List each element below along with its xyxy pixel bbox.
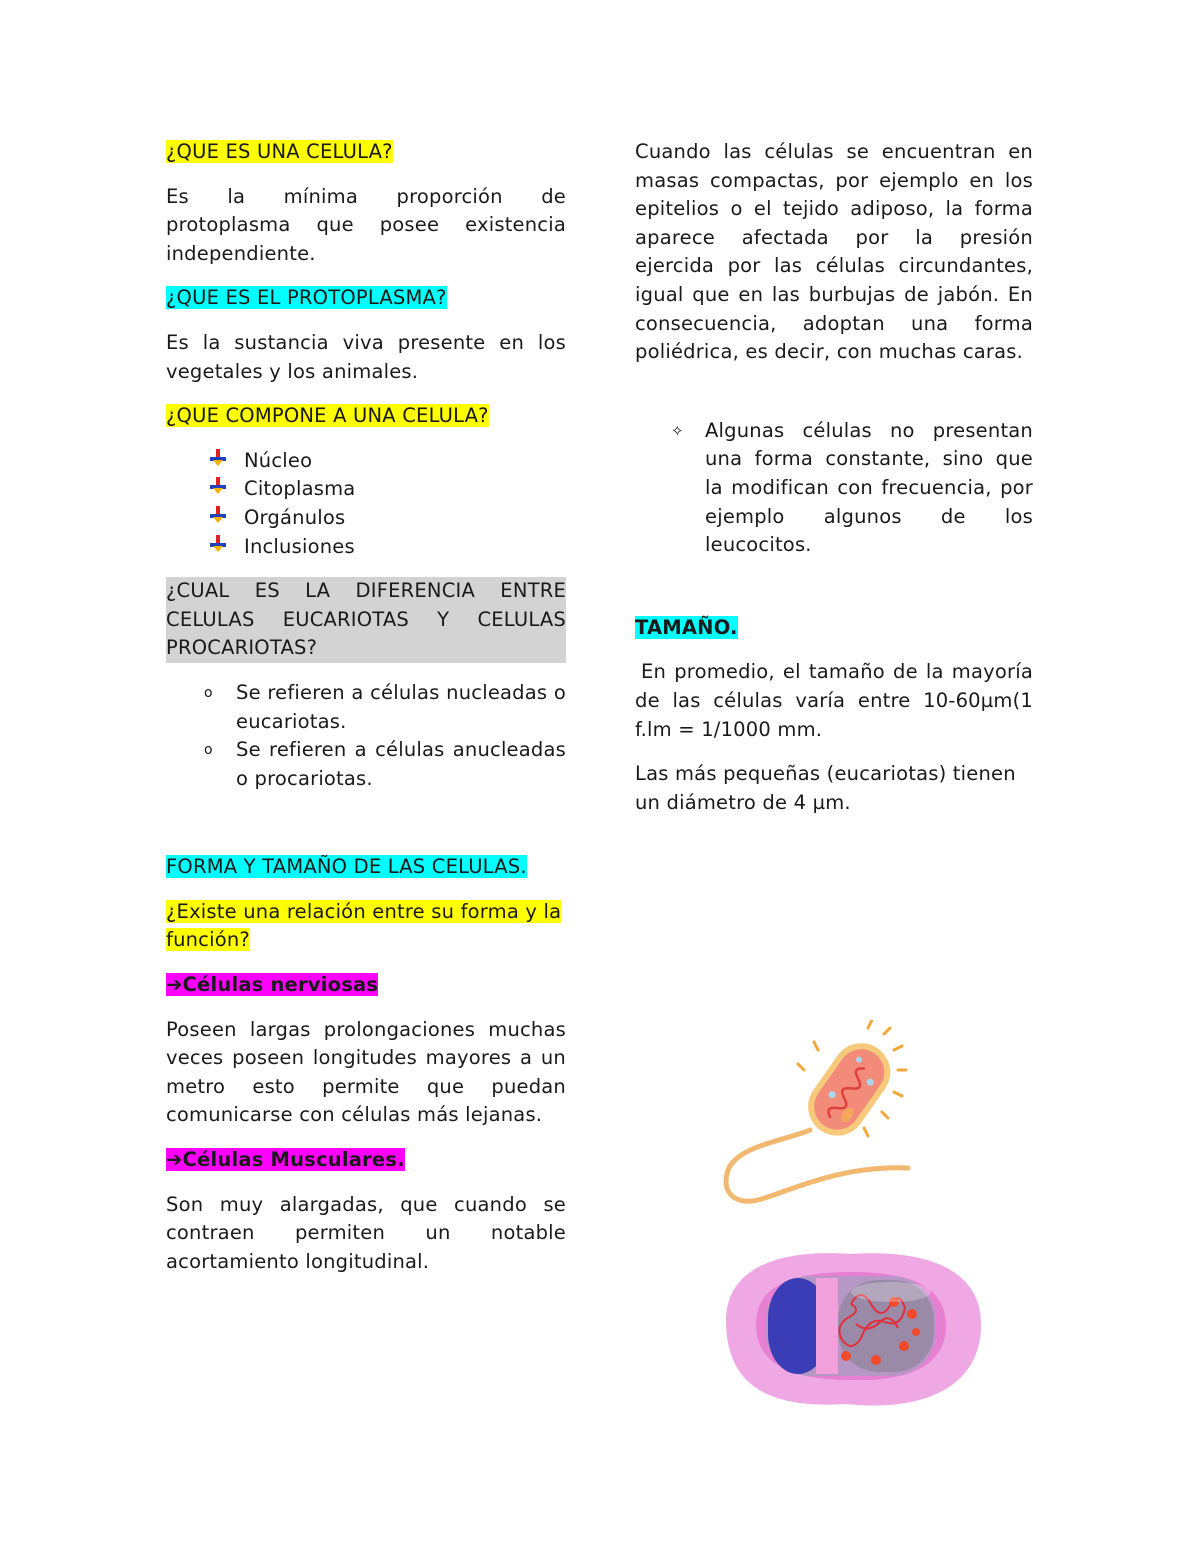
circle-bullet-icon: o [204, 742, 213, 759]
size-title: TAMAÑO. [635, 615, 738, 639]
shape-bullet-list [635, 417, 1033, 560]
arrow-down-bullet-icon [210, 447, 244, 476]
section-title-shape-size: FORMA Y TAMAÑO DE LAS CELULAS. [166, 855, 527, 879]
answer-what-is-protoplasm: Es la sustancia viva presente en los vegetales y los animales. [166, 330, 566, 383]
arrow-down-bullet-icon [210, 475, 244, 504]
list-item: Orgánulos [210, 504, 566, 533]
bacterium-illustration [718, 1020, 918, 1210]
question-what-is-cell: ¿QUE ES UNA CELULA? [166, 140, 393, 163]
question-shape-function: ¿Existe una relación entre su forma y la función? [166, 899, 562, 952]
muscle-cells-text: Son muy alargadas, que cuando se contraen permiten un notable acortamiento longitudinal. [166, 1192, 566, 1273]
arrow-down-bullet-icon [210, 533, 244, 562]
list-item: o Se refieren a células anucleadas o procariotas. [204, 736, 566, 793]
arrow-down-bullet-icon [210, 504, 244, 533]
component-list [166, 447, 566, 561]
compact-masses-text: Cuando las células se encuentran en masas compactas, por ejemplo en los epitelios o el tejido adiposo, la forma aparece afectada por la presión ejercida por las células circundantes, igual que en las burbujas de jabón. En consecuencia, adoptan una forma poliédrica, es decir, con muchas caras. [635, 140, 1033, 364]
smallest-cells-text: Las más pequeñas (eucariotas) tienen un diámetro de 4 µm. [635, 762, 1016, 814]
prokaryote-cell-illustration [716, 1244, 986, 1414]
list-item: Inclusiones [210, 533, 566, 562]
question-cell-components: ¿QUE COMPONE A UNA CELULA? [166, 404, 489, 428]
list-item: o Se refieren a células nucleadas o eucariotas. [204, 679, 566, 736]
size-text: En promedio, el tamaño de la mayoría de las células varía entre 10-60µm(1 f.lm = 1/1000 mm. [635, 660, 1033, 741]
question-eukaryote-vs-prokaryote: ¿CUAL ES LA DIFERENCIA ENTRE CELULAS EUCARIOTAS Y CELULAS PROCARIOTAS? [166, 577, 566, 663]
right-column [635, 138, 1033, 833]
difference-list [166, 679, 566, 793]
left-column [166, 138, 566, 1292]
list-item: Citoplasma [210, 475, 566, 504]
nerve-cells-title: ➔Células nerviosas [166, 973, 379, 997]
muscle-cells-title: ➔Células Musculares. [166, 1148, 405, 1172]
list-item: Núcleo [210, 447, 566, 476]
answer-what-is-cell: Es la mínima proporción de protoplasma que posee existencia independiente. [166, 184, 566, 265]
circle-bullet-icon: o [204, 684, 213, 701]
nerve-cells-text: Poseen largas prolongaciones muchas veces poseen longitudes mayores a un metro esto permite que puedan comunicarse con células más lejanas. [166, 1017, 566, 1127]
list-item: ✧ Algunas células no presentan una forma constante, sino que la modifican con frecuencia, por ejemplo algunos de los leucocitos. [671, 417, 1033, 560]
question-what-is-protoplasm: ¿QUE ES EL PROTOPLASMA? [166, 286, 447, 310]
four-point-star-bullet-icon: ✧ [671, 421, 684, 440]
